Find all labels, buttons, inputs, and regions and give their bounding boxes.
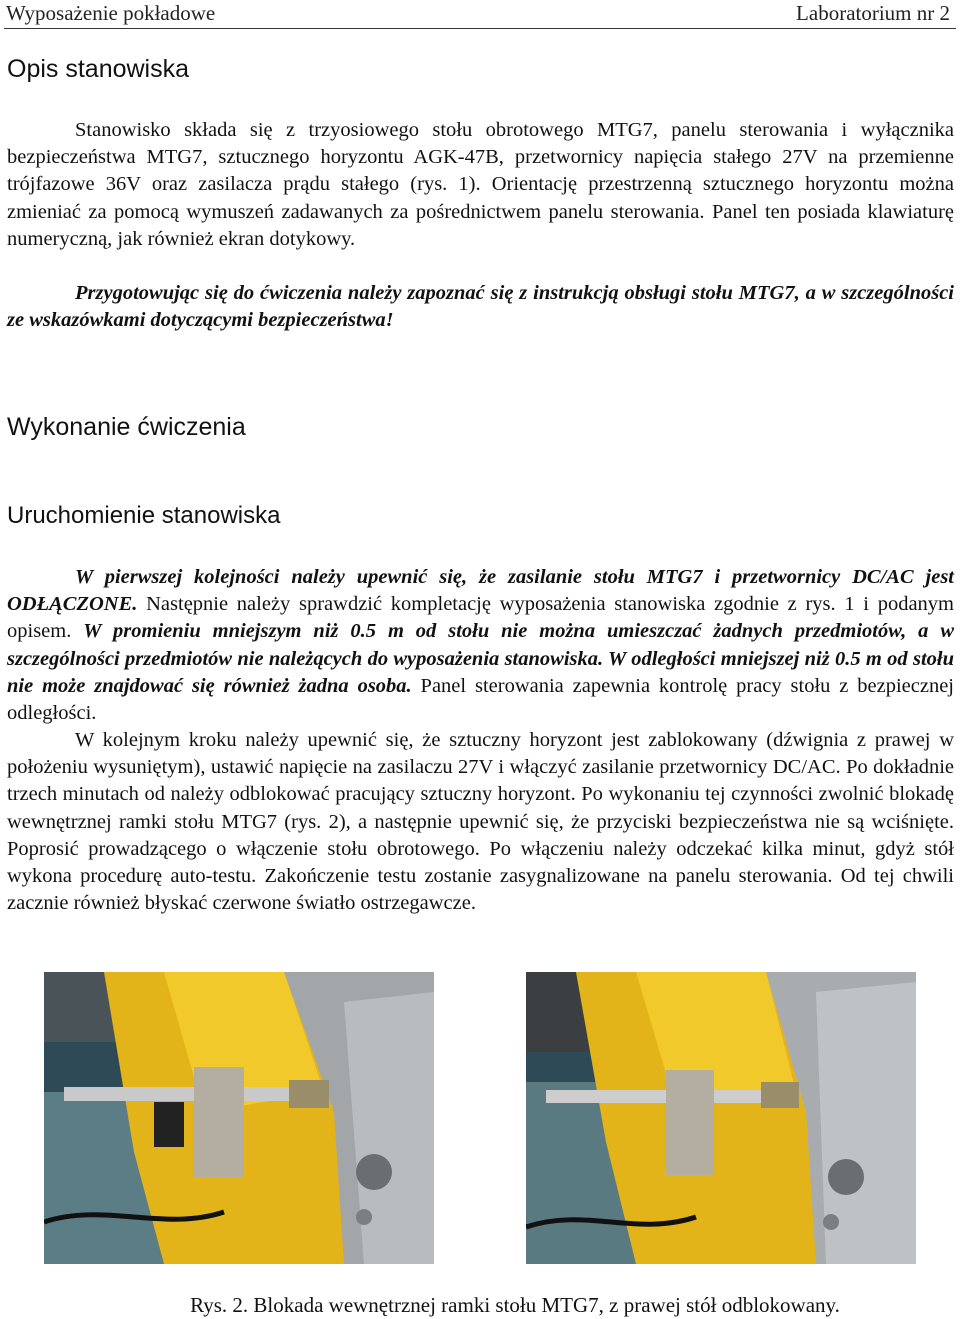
section-title-description: Opis stanowiska xyxy=(7,55,190,83)
header-lab-number: Laboratorium nr 2 xyxy=(796,1,950,25)
header-title: Wyposażenie pokładowe xyxy=(6,1,216,25)
photo-frame-locked xyxy=(44,972,434,1264)
photo-frame-unlocked xyxy=(526,972,916,1264)
description-paragraph: Stanowisko składa się z trzyosiowego stołu obrotowego MTG7, panelu sterowania i wyłącznika bezpieczeństwa MTG7, sztucznego horyzontu AGK-47B, przetwornicy napięcia stałego 27V na przemienne trójfazowe 36V oraz zasilacza prądu stałego (rys. 1). Orientację przestrzenną sztucznego horyzontu można zmieniać za pomocą wymuszeń zadawanych za pośrednictwem panelu sterowania. Panel ten posiada klawiaturę numeryczną, jak również ekran dotykowy. xyxy=(7,119,954,250)
subsection-title-startup: Uruchomienie stanowiska xyxy=(7,502,281,529)
startup-paragraph-2: W kolejnym kroku należy upewnić się, że sztuczny horyzont jest zablokowany (dźwignia z prawej w położeniu wysuniętym), ustawić napięcie na zasilaczu 27V i włączyć zasilanie przetwornicy DC/AC. Po dokładnie trzech minutach od należy odblokować pracujący sztuczny horyzont. Po wykonaniu tej czynności zwolnić blokadę wewnętrznej ramki stołu MTG7 (rys. 2), a następnie upewnić się, że przyciski bezpieczeństwa nie są wciśnięte. Poprosić prowadzącego o włączenie stołu obrotowego. Po włączeniu należy odczekać kilka minut, gdyż stół wykona procedurę auto-testu. Zakończenie testu zostanie zasygnalizowane na panelu sterowania. Od tej chwili zacznie również błyskać czerwone światło ostrzegawcze. xyxy=(7,729,954,915)
figure-caption: Rys. 2. Blokada wewnętrznej ramki stołu MTG7, z prawej stół odblokowany. xyxy=(190,1293,840,1317)
startup-paragraph-1: W pierwszej kolejności należy upewnić się, że zasilanie stołu MTG7 i przetwornicy DC/AC jest ODŁĄCZONE. Następnie należy sprawdzić kompletację wyposażenia stanowiska zgodnie z rys. 1 i podanym opisem. W promieniu mniejszym niż 0.5 m od stołu nie można umieszczać żadnych przedmiotów, a w szczególności przedmiotów nie należących do wyposażenia stanowiska. W odległości mniejszej niż 0.5 m od stołu nie może znajdować się również żadna osoba. Panel sterowania zapewnia kontrolę pracy stołu z bezpiecznej odległości. xyxy=(7,566,955,725)
safety-warning: Przygotowując się do ćwiczenia należy zapoznać się z instrukcją obsługi stołu MTG7, a w szczególności ze wskazówkami dotyczącymi bezpieczeństwa! xyxy=(7,282,954,332)
page-header xyxy=(4,0,956,29)
section-title-execution: Wykonanie ćwiczenia xyxy=(7,413,246,441)
